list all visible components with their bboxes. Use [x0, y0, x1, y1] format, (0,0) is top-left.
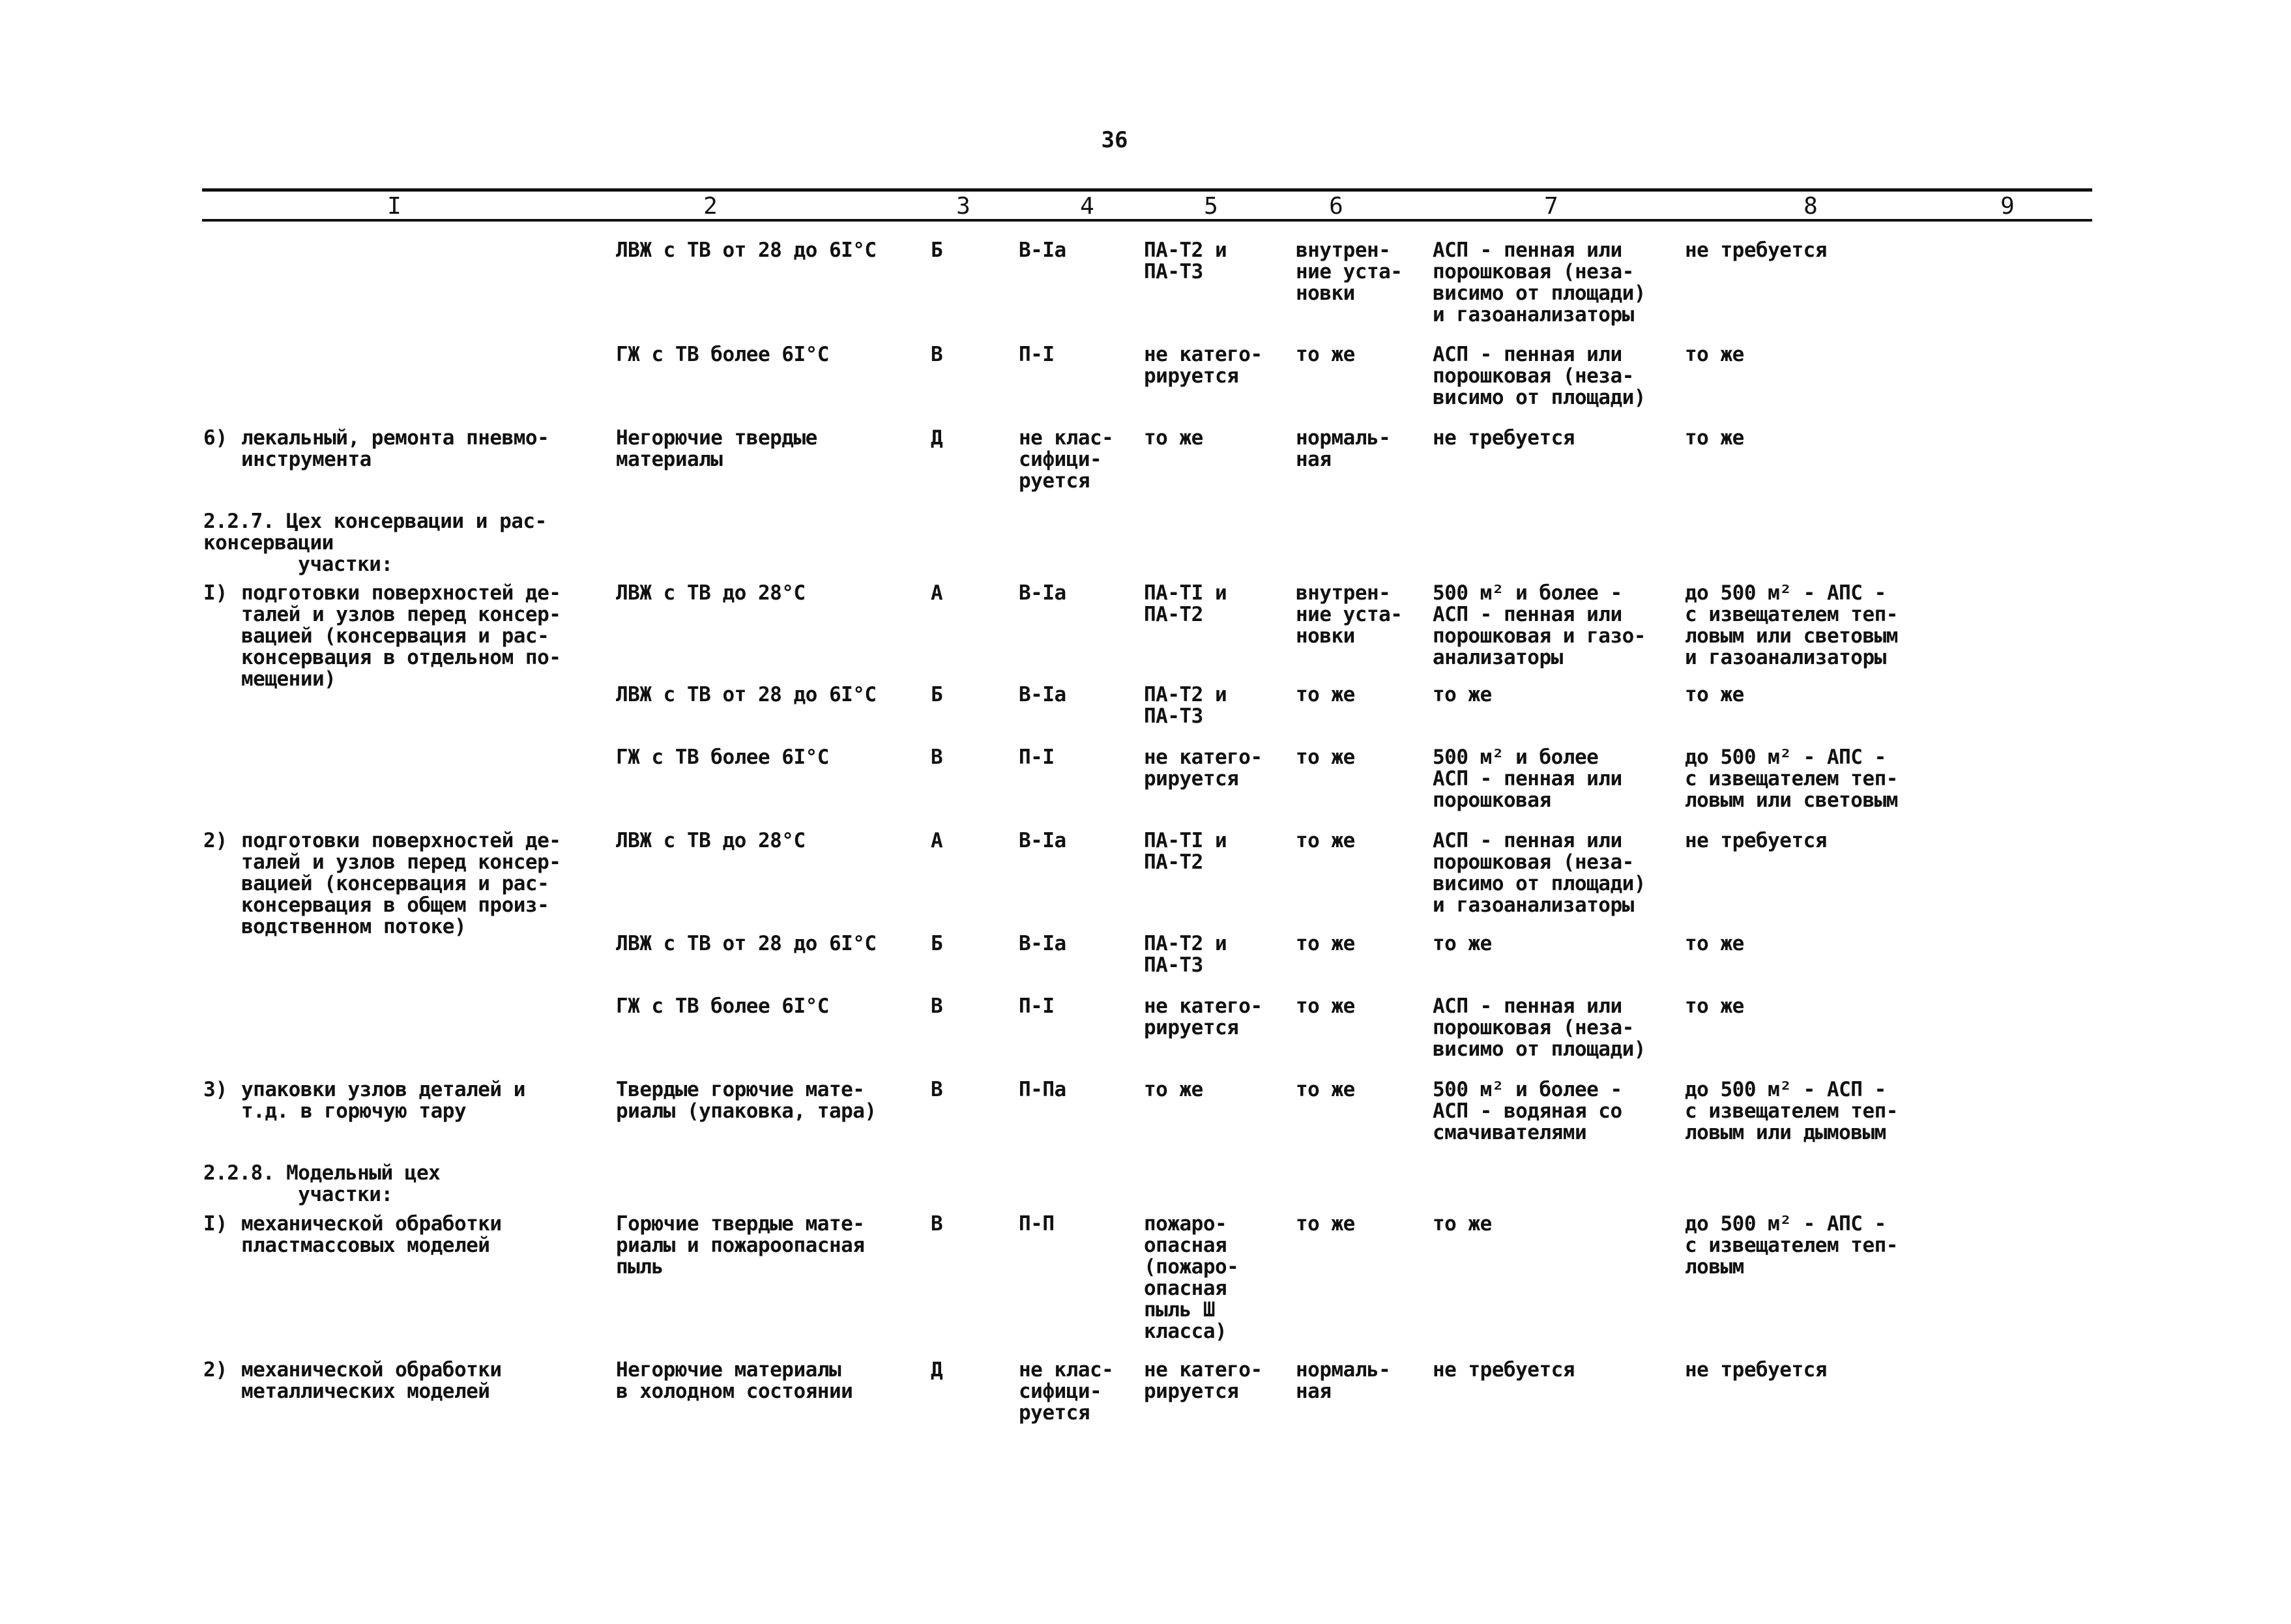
cell-installation: то же	[1296, 343, 1355, 366]
column-header-2: 2	[703, 193, 718, 220]
column-header-4: 4	[1080, 193, 1094, 220]
column-header-8: 8	[1803, 193, 1818, 220]
cell-zone-class: В-Iа	[1019, 932, 1066, 955]
cell-alarm: до 500 м² - АСП - с извещателем теп- ловым или дымовым	[1685, 1078, 1898, 1144]
cell-substance: Горючие твердые мате- риалы и пожароопасная пыль	[616, 1212, 865, 1279]
cell-zone-class: П-I	[1019, 746, 1055, 769]
column-header-9: 9	[2000, 193, 2015, 220]
item-number: I)	[203, 1212, 228, 1236]
cell-installation: то же	[1296, 994, 1355, 1018]
page-number: 36	[1101, 127, 1128, 153]
cell-equipment: пожаро- опасная (пожаро- опасная пыль Ш класса)	[1144, 1212, 1239, 1343]
cell-alarm: то же	[1685, 343, 1744, 366]
cell-category: В	[931, 1078, 943, 1101]
cell-alarm: то же	[1685, 426, 1744, 450]
cell-substance: Твердые горючие мате- риалы (упаковка, тара)	[616, 1078, 877, 1123]
section-heading: 2.2.7. Цех консервации и рас- консервации участки:	[203, 510, 547, 576]
cell-alarm: до 500 м² - АПС - с извещателем теп- ловым	[1685, 1212, 1898, 1279]
cell-alarm: не требуется	[1685, 1358, 1827, 1382]
cell-substance: ЛВЖ с ТВ до 28°С	[616, 581, 806, 605]
cell-extinguishing: АСП - пенная или порошковая (неза- висимо от площади)	[1433, 994, 1646, 1061]
cell-substance: ЛВЖ с ТВ от 28 до 6I°С	[616, 683, 877, 706]
column-header-6: 6	[1329, 193, 1343, 220]
cell-area: механической обработки пластмассовых моделей	[241, 1212, 502, 1257]
cell-category: Б	[931, 683, 943, 706]
item-number: 3)	[203, 1078, 228, 1101]
cell-substance: ГЖ с ТВ более 6I°С	[616, 994, 829, 1018]
cell-substance: ЛВЖ с ТВ от 28 до 6I°С	[616, 932, 877, 955]
cell-equipment: то же	[1144, 1078, 1203, 1101]
cell-alarm: то же	[1685, 932, 1744, 955]
cell-installation: то же	[1296, 746, 1355, 769]
cell-zone-class: В-Iа	[1019, 239, 1066, 262]
cell-zone-class: не клас- сифици- руется	[1019, 1358, 1114, 1425]
cell-extinguishing: не требуется	[1433, 426, 1575, 450]
cell-substance: Негорючие твердые материалы	[616, 426, 817, 471]
cell-installation: то же	[1296, 1212, 1355, 1236]
table-top-rule	[202, 188, 2092, 192]
cell-equipment: не катего- рируется	[1144, 746, 1262, 790]
cell-equipment: ПА-ТI и ПА-Т2	[1144, 581, 1227, 626]
cell-installation: то же	[1296, 829, 1355, 852]
cell-equipment: ПА-ТI и ПА-Т2	[1144, 829, 1227, 874]
item-number: 6)	[203, 426, 228, 450]
cell-alarm: до 500 м² - АПС - с извещателем теп- ловым или световым	[1685, 746, 1898, 812]
cell-area: упаковки узлов деталей и т.д. в горючую тару	[241, 1078, 525, 1123]
cell-zone-class: П-Па	[1019, 1078, 1066, 1101]
cell-extinguishing: то же	[1433, 683, 1492, 706]
cell-zone-class: не клас- сифици- руется	[1019, 426, 1114, 493]
cell-substance: ГЖ с ТВ более 6I°С	[616, 343, 829, 366]
item-number: I)	[203, 581, 228, 605]
cell-installation: нормаль- ная	[1296, 426, 1391, 471]
cell-installation: внутрен- ние уста- новки	[1296, 581, 1403, 648]
cell-installation: нормаль- ная	[1296, 1358, 1391, 1403]
cell-zone-class: В-Iа	[1019, 683, 1066, 706]
cell-category: Б	[931, 239, 943, 262]
cell-extinguishing: то же	[1433, 932, 1492, 955]
cell-category: А	[931, 581, 943, 605]
item-number: 2)	[203, 1358, 228, 1382]
column-header-7: 7	[1544, 193, 1558, 220]
cell-alarm: то же	[1685, 683, 1744, 706]
cell-extinguishing: 500 м² и более - АСП - водяная со смачивателями	[1433, 1078, 1622, 1144]
section-heading: 2.2.8. Модельный цех участки:	[203, 1161, 441, 1206]
cell-alarm: не требуется	[1685, 239, 1827, 262]
cell-extinguishing: то же	[1433, 1212, 1492, 1236]
cell-equipment: ПА-Т2 и ПА-Т3	[1144, 932, 1227, 977]
cell-zone-class: П-П	[1019, 1212, 1055, 1236]
cell-substance: ЛВЖ с ТВ от 28 до 6I°С	[616, 239, 877, 262]
cell-category: Б	[931, 932, 943, 955]
cell-substance: ГЖ с ТВ более 6I°С	[616, 746, 829, 769]
cell-alarm: не требуется	[1685, 829, 1827, 852]
cell-equipment: не катего- рируется	[1144, 1358, 1262, 1403]
column-header-5: 5	[1204, 193, 1218, 220]
cell-extinguishing: АСП - пенная или порошковая (неза- висимо от площади) и газоанализаторы	[1433, 239, 1646, 326]
cell-alarm: то же	[1685, 994, 1744, 1018]
cell-category: А	[931, 829, 943, 852]
cell-category: В	[931, 343, 943, 366]
cell-equipment: ПА-Т2 и ПА-Т3	[1144, 239, 1227, 283]
cell-category: Д	[931, 1358, 943, 1382]
cell-area: механической обработки металлических моделей	[241, 1358, 502, 1403]
cell-zone-class: В-Iа	[1019, 581, 1066, 605]
cell-area: подготовки поверхностей де- талей и узлов перед консер- вацией (консервация и рас- консервация в общем произ- водственном потоке)	[241, 829, 561, 938]
cell-area: лекальный, ремонта пневмо- инструмента	[241, 426, 549, 471]
cell-substance: Негорючие материалы в холодном состоянии	[616, 1358, 853, 1403]
cell-extinguishing: АСП - пенная или порошковая (неза- висимо от площади)	[1433, 343, 1646, 409]
cell-installation: то же	[1296, 1078, 1355, 1101]
cell-equipment: не катего- рируется	[1144, 994, 1262, 1039]
cell-equipment: то же	[1144, 426, 1203, 450]
column-header-1: I	[387, 193, 401, 220]
cell-zone-class: П-I	[1019, 343, 1055, 366]
cell-extinguishing: не требуется	[1433, 1358, 1575, 1382]
cell-equipment: не катего- рируется	[1144, 343, 1262, 388]
cell-installation: то же	[1296, 683, 1355, 706]
cell-installation: внутрен- ние уста- новки	[1296, 239, 1403, 305]
cell-extinguishing: 500 м² и более АСП - пенная или порошковая	[1433, 746, 1622, 812]
cell-category: Д	[931, 426, 943, 450]
cell-category: В	[931, 994, 943, 1018]
cell-extinguishing: 500 м² и более - АСП - пенная или порошковая и газо- анализаторы	[1433, 581, 1646, 669]
item-number: 2)	[203, 829, 228, 852]
cell-installation: то же	[1296, 932, 1355, 955]
cell-alarm: до 500 м² - АПС - с извещателем теп- ловым или световым и газоанализаторы	[1685, 581, 1898, 669]
cell-zone-class: П-I	[1019, 994, 1055, 1018]
cell-category: В	[931, 1212, 943, 1236]
cell-equipment: ПА-Т2 и ПА-Т3	[1144, 683, 1227, 728]
cell-substance: ЛВЖ с ТВ до 28°С	[616, 829, 806, 852]
cell-category: В	[931, 746, 943, 769]
column-header-3: 3	[956, 193, 970, 220]
cell-extinguishing: АСП - пенная или порошковая (неза- висимо от площади) и газоанализаторы	[1433, 829, 1646, 917]
cell-zone-class: В-Iа	[1019, 829, 1066, 852]
cell-area: подготовки поверхностей де- талей и узлов перед консер- вацией (консервация и рас- консервация в отдельном по- мещении)	[241, 581, 561, 691]
